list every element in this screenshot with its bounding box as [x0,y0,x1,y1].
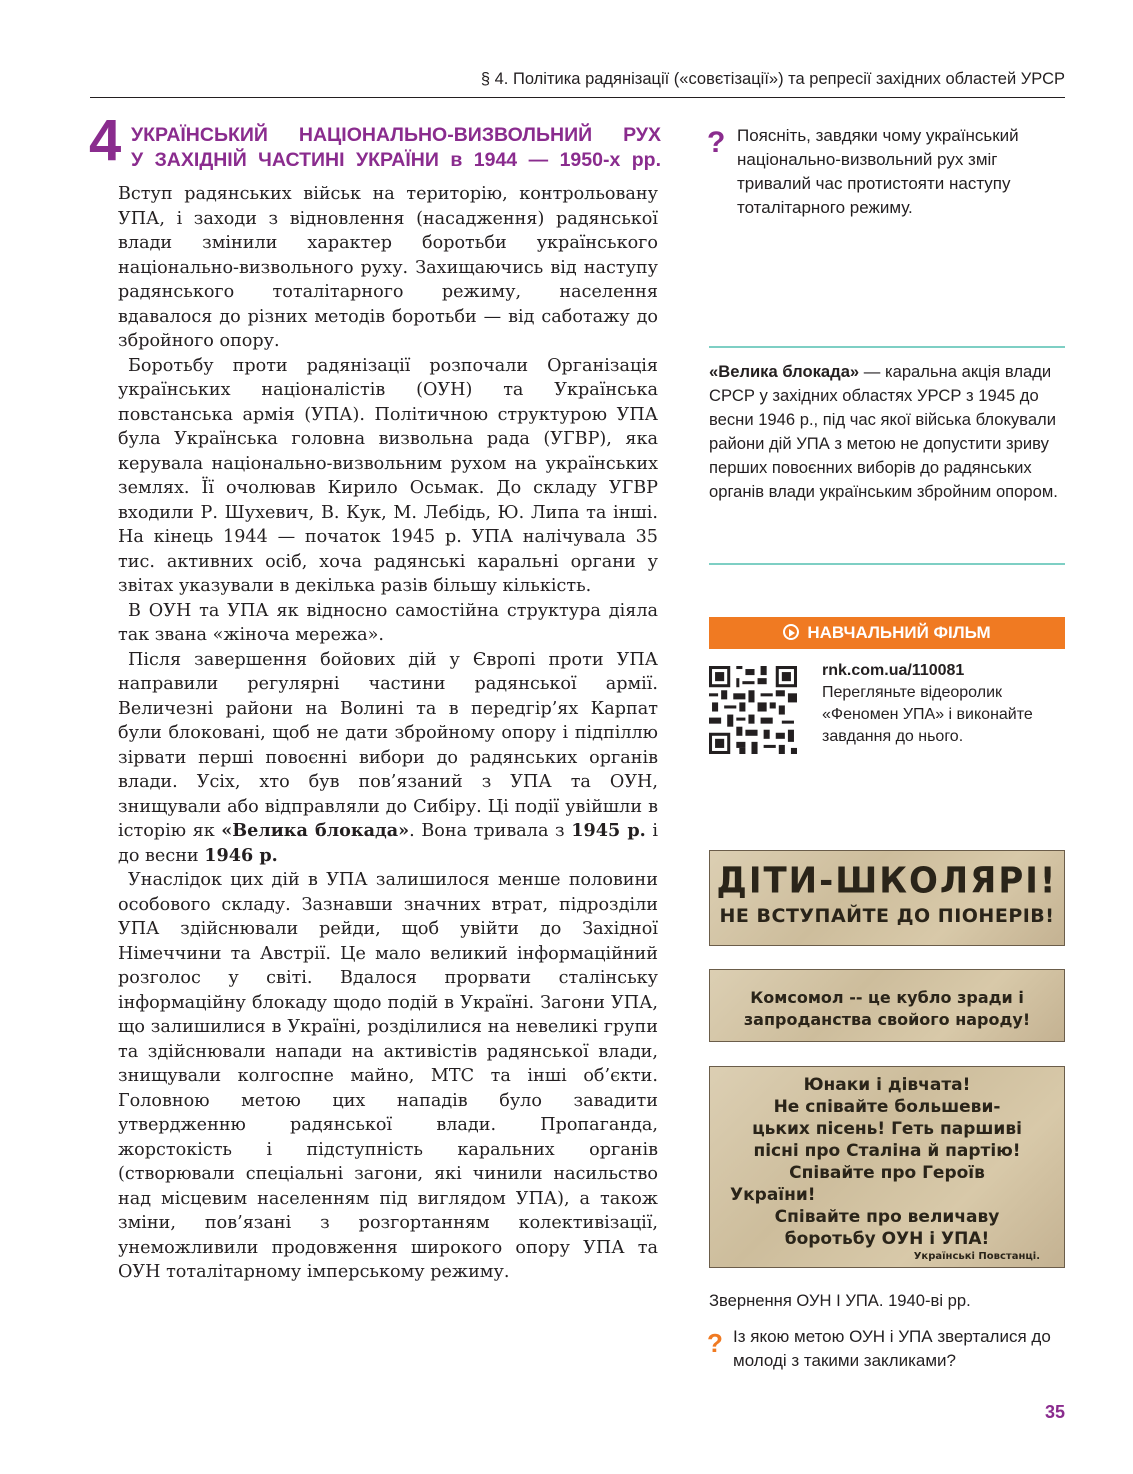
p4-text-a: Після завершення бойових дій у Європі проти УПА направили регулярні частини радянської армії. Величезні райони на Волині та в передгір’ях Карпат були блоковані, щоб не дати збройному опору і підпіллю зірвати перші повоєнні вибори до радянських органів влади. Усіх, хто був пов’язаний з УПА та ОУН, знищували або відправляли до Сибіру. Ці події увійшли в історію як [118,649,658,841]
paragraph-2: Боротьбу проти радянізації розпочали Організація українських націоналістів (ОУН) та Українська повстанська армія (УПА). Політичною структурою УПА була Українська головна визвольна рада (УГВР), яка керувала національно-визвольним рухом на українських землях. Її очолював Кирило Осьмак. До складу УГВР входили Р. Шухевич, В. Кук, М. Лебідь, Ю. Липа та інші. На кінець 1944 — початок 1945 р. УПА налічувала 35 тис. активних осіб, хоча радянські каральні органи у звітах указували в декілька разів більшу кількість. [118,355,658,596]
poster2-line2: запроданства свойого народу! [743,1010,1031,1029]
paragraph-3: В ОУН та УПА як відносно самостійна структура діяла так звана «жіноча мережа». [118,600,658,645]
paragraph-5: Унаслідок цих дій в УПА залишилося менше половини особового складу. Зазнавши значних втрат, підрозділи УПА здійснювали рейди, щоб увійти до Західної Німеччини та Австрії. Це мало великий інформаційний розголос у світі. Вдалося прорвати сталінську інформаційну блокаду щодо подій в Україні. Загони УПА, що залишилися в Україні, розділилися на невеликі групи та здійснювали напади на активістів радянської влади, знищували колгоспне майно, МТС та інші об’єкти. Головною метою цих нападів було завадити утвердженню радянської влади. Пропаганда, жорстокість і підступність каральних органів (створювали спеціальні загони, які чинили насильство над місцевим населенням під виглядом УПА), а також зміни, пов’язані з розгортанням колективізації, унеможливили продовження широкого опору УПА та ОУН тоталітарному імперському режиму. [118,870,658,1282]
film-banner [709,617,1065,649]
poster3-line: Юнаки і дівчата! [803,1075,971,1095]
section-title-line1: УКРАЇНСЬКИЙ НАЦІОНАЛЬНО-ВИЗВОЛЬНИЙ РУХ [131,124,661,146]
poster3-line: Не співайте большеви- [773,1097,1001,1117]
header-rule [90,97,1065,98]
question-mark-icon: ? [707,126,726,159]
section-number: 4 [89,108,122,173]
film-link[interactable]: rnk.com.ua/110081 [822,662,965,679]
question-2: Із якою метою ОУН і УПА зверталися до молоді з такими закликами? [733,1327,1051,1370]
poster1-line2: НЕ ВСТУПАЙТЕ ДО ПІОНЕРІВ! [719,905,1055,927]
section-title-line2: У ЗАХІДНІЙ ЧАСТИНІ УКРАЇНИ в 1944 — 1950-х рр. [131,149,661,171]
running-header: § 4. Політика радянізації («совєтізації») та репресії західних областей УРСР [480,70,1065,88]
main-column [89,108,661,1285]
paragraph-4 [118,648,658,869]
qr-code-icon[interactable] [709,666,797,754]
poster-caption: Звернення ОУН І УПА. 1940-ві рр. [709,1291,971,1310]
poster3-line: Співайте про величаву [774,1207,1000,1227]
film-description: Перегляньте відеоролик «Феномен УПА» і виконайте завдання до нього. [822,684,1033,745]
poster3-line: України! [730,1185,816,1205]
poster-pioneers [709,850,1065,946]
poster1-line1: ДІТИ-ШКОЛЯРІ! [716,860,1058,902]
body-text [118,182,658,1285]
poster3-line: боротьбу ОУН і УПА! [784,1229,990,1249]
poster2-line1: Комсомол -- це кубло зради і [750,988,1024,1007]
p4-term-bold: «Велика блокада» [221,820,410,841]
term-definition-box [709,346,1065,565]
section-heading [89,108,661,182]
p4-text-c: . Вона тривала з [409,821,572,841]
play-icon [783,624,799,640]
paragraph-1: Вступ радянських військ на територію, контрольовану УПА, і заходи з відновлення (насадження) радянської влади змінили характер боротьби українського національно-визвольного руху. Захищаючись від наступу радянського тоталітарного режиму, населення вдавалося до різних методів боротьби — від саботажу до збройного опору. [118,184,658,351]
poster3-line: пісні про Сталіна й партію! [753,1141,1021,1161]
term-description: — каральна акція влади СРСР у західних областях УРСР з 1945 до весни 1946 р., під час якої війська блокували райони дій УПА з метою не допустити зриву перших повоєнних виборів до радянських органів влади українським збройним опором. [709,362,1058,501]
poster3-line: цьких пісень! Геть паршиві [752,1119,1022,1139]
page-number: 35 [1044,1402,1065,1422]
question-1: Поясніть, завдяки чому український національно-визвольний рух зміг тривалий час протистояти наступу тоталітарного режиму. [737,126,1019,217]
film-label: НАВЧАЛЬНИЙ ФІЛЬМ [807,623,991,642]
poster-youth-appeal [709,1066,1065,1268]
question-mark-icon: ? [707,1328,723,1358]
p4-text-e: і до весни [118,821,658,866]
section-title [131,123,661,173]
poster3-signature: Українські Повстанці. [913,1251,1040,1262]
p4-year-end: 1946 р. [204,844,278,866]
p4-year-start: 1945 р. [571,820,646,841]
term-definition [709,360,1065,504]
poster3-line: Співайте про Героїв [789,1163,985,1183]
poster-komsomol [709,969,1065,1042]
term-name: «Велика блокада» [709,362,860,381]
